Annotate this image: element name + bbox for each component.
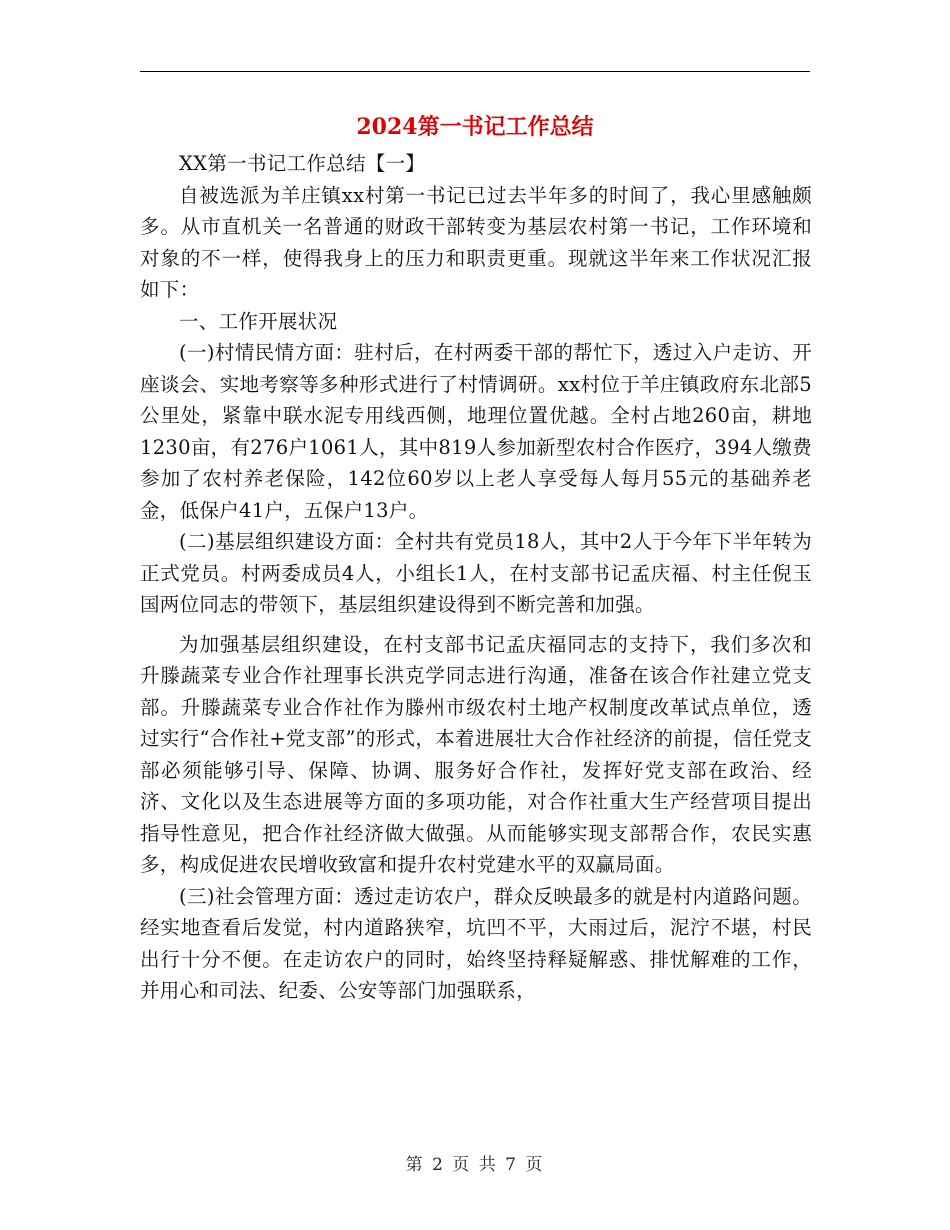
paragraph-cooperative-party-branch: 为加强基层组织建设，在村支部书记孟庆福同志的支持下，我们多次和升滕蔬菜专业合作社理事长洪克学同志进行沟通，准备在该合作社建立党支部。升滕蔬菜专业合作社作为滕州市级农村土地产权制度改革试点单位，透过实行“合作社+党支部”的形式，本着进展壮大合作社经济的前提，信任党支部必须能够引导、保障、协调、服务好合作社，发挥好党支部在政治、经济、文化以及生态进展等方面的多项功能，对合作社重大生产经营项目提出指导性意见，把合作社经济做大做强。从而能够实现支部帮合作，农民实惠多，构成促进农民增收致富和提升农村党建水平的双赢局面。 [140, 632, 812, 876]
paragraph-heading-work-status: 一、工作开展状况 [179, 309, 338, 333]
paragraph-village-conditions: (一)村情民情方面：驻村后，在村两委干部的帮忙下，透过入户走访、开座谈会、实地考察等多种形式进行了村情调研。xx村位于羊庄镇政府东北部5公里处，紧靠中联水泥专用线西侧，地理位置优越。全村占地260亩，耕地1230亩，有276户1061人，其中819人参加新型农村合作医疗，394人缴费参加了农村养老保险，142位60岁以上老人享受每人每月55元的基础养老金，低保户41户，五保户13户。 [140, 341, 812, 522]
paragraph-social-management: (三)社会管理方面：透过走访农户，群众反映最多的就是村内道路问题。经实地查看后发觉，村内道路狭窄，坑凹不平，大雨过后，泥泞不堪，村民出行十分不便。在走访农户的同时，始终坚持释疑解惑、排忧解难的工作，并用心和司法、纪委、公安等部门加强联系， [140, 884, 812, 1002]
paragraph-grassroots-organization: (二)基层组织建设方面：全村共有党员18人，其中2人于今年下半年转为正式党员。村两委成员4人，小组长1人，在村支部书记孟庆福、村主任倪玉国两位同志的带领下，基层组织建设得到不断完善和加强。 [140, 530, 812, 616]
document-title: 2024第一书记工作总结 [356, 114, 594, 140]
header-rule [140, 71, 810, 72]
document-body [140, 148, 812, 1007]
section-heading: XX第一书记工作总结【一】 [179, 152, 426, 175]
page-footer: 第 2 页 共 7 页 [405, 1155, 545, 1175]
paragraph-intro: 自被选派为羊庄镇xx村第一书记已过去半年多的时间了，我心里感触颇多。从市直机关一名普通的财政干部转变为基层农村第一书记，工作环境和对象的不一样，使得我身上的压力和职责更重。现就这半年来工作状况汇报如下： [140, 183, 812, 301]
